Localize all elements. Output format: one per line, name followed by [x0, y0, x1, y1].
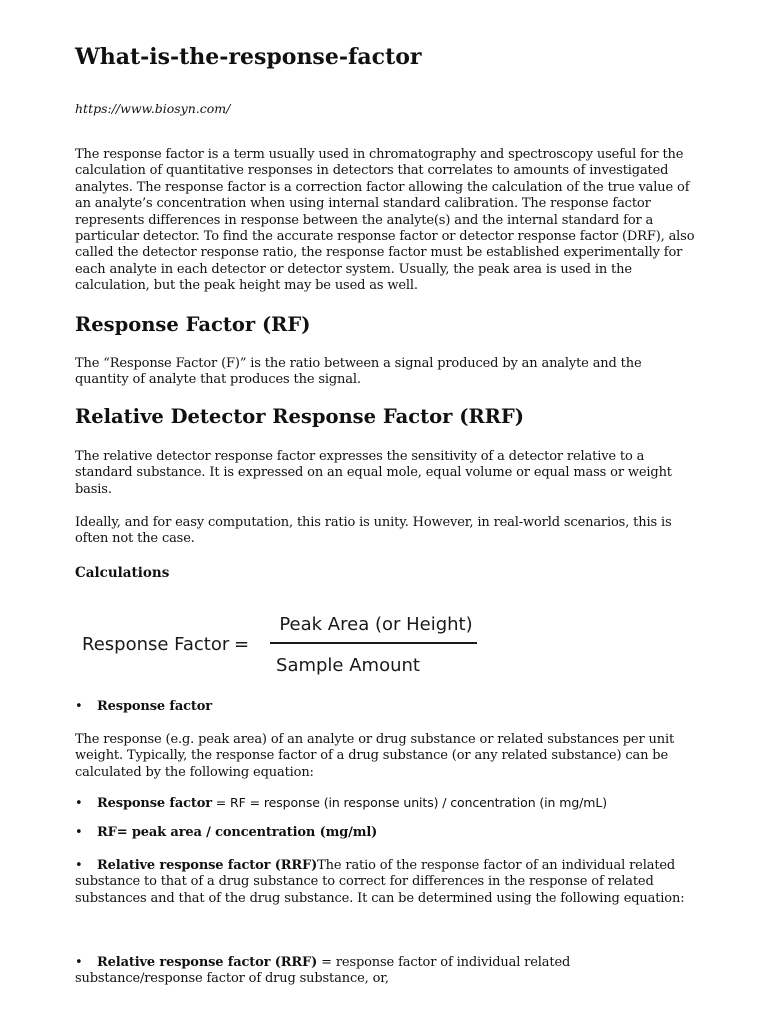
bullet-response-factor: [75, 699, 695, 715]
calculations-label: Calculations: [75, 565, 170, 581]
formula-denominator: Sample Amount: [276, 655, 420, 676]
intro-paragraph: The response factor is a term usually used in chromatography and spectroscopy useful for the calculation of quantitative responses in detectors that correlates to amounts of investigated analytes. The response factor is a correction factor allowing the calculation of the true value of an analyte’s concentration when using internal standard calibration. The response factor represents differences in response between the analyte(s) and the internal standard for a particular detector. To find the accurate response factor or detector response factor (DRF), also called the detector response ratio, the response factor must be established experimentally for each analyte in each detector or detector system. Usually, the peak area is used in the calculation, but the peak height may be used as well.: [75, 147, 695, 294]
bullet-label: Response factor: [97, 699, 212, 714]
bullet-marker: •: [75, 699, 83, 714]
bullet-text: = RF = response (in response units) / concentration (in mg/mL): [211, 795, 607, 810]
bullet-rf-peak-area: [75, 825, 695, 841]
rrf-heading: Relative Detector Response Factor (RRF): [75, 405, 524, 428]
bullet-marker: •: [75, 858, 83, 873]
response-factor-formula: [82, 604, 502, 684]
formula-lhs: Response Factor: [82, 634, 230, 655]
rrf-paragraph-1: The relative detector response factor expresses the sensitivity of a detector relative to a standard substance. It is expressed on an equal mole, equal volume or equal mass or weight basis.: [75, 449, 672, 497]
bullet-text: RF= peak area / concentration (mg/ml): [97, 825, 378, 840]
bullet-rf-equation: [75, 795, 695, 812]
bullet-text: The ratio of the response factor of an individual related substance to that of a drug substance to correct for differences in the response of related substances and that of the drug substance. It can be determined using the following equation:: [75, 858, 685, 906]
bullet-text: = response factor of individual related substance/response factor of drug substance, or,: [75, 955, 571, 987]
bullet-label: Response factor: [97, 796, 212, 811]
formula-numerator: Peak Area (or Height): [279, 614, 473, 635]
formula-equals: =: [234, 634, 250, 655]
source-url: https://www.biosyn.com/: [75, 101, 231, 116]
rrf-paragraph-2: Ideally, and for easy computation, this ratio is unity. However, in real-world scenarios, this is often not the case.: [75, 515, 672, 547]
bullet-rrf-equation: [75, 955, 695, 988]
bullet-marker: •: [75, 796, 83, 811]
rf-paragraph: The “Response Factor (F)” is the ratio between a signal produced by an analyte and the quantity of analyte that produces the signal.: [75, 356, 642, 388]
bullet-marker: •: [75, 825, 83, 840]
response-factor-definition: The response (e.g. peak area) of an analyte or drug substance or related substances per unit weight. Typically, the response factor of a drug substance (or any related substance) can be calculated by the following equation:: [75, 732, 675, 780]
bullet-rrf-definition: [75, 858, 695, 907]
formula-graphic: [82, 604, 502, 684]
bullet-label: Relative response factor (RRF): [97, 955, 318, 970]
document-title: What-is-the-response-factor: [75, 44, 422, 70]
rf-heading: Response Factor (RF): [75, 313, 311, 336]
bullet-label: Relative response factor (RRF): [97, 858, 318, 873]
bullet-marker: •: [75, 955, 83, 970]
